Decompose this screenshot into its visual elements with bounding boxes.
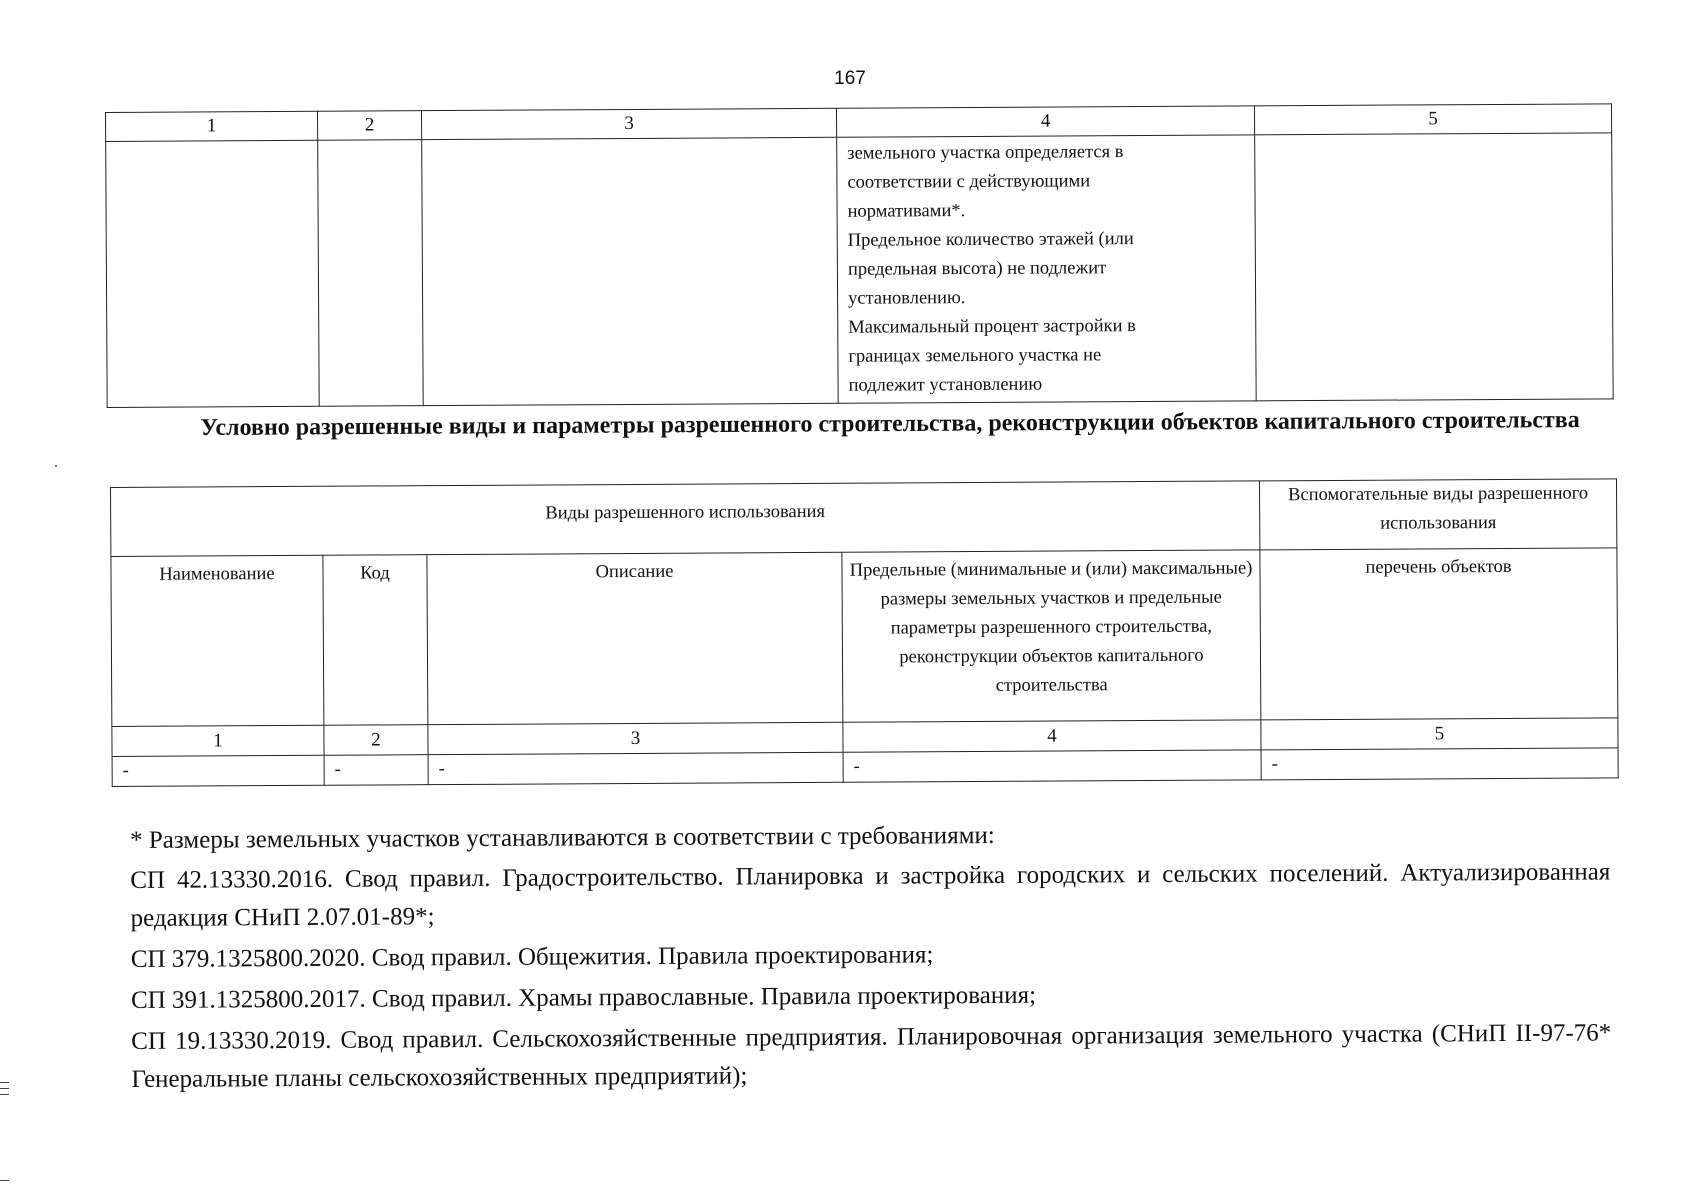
group-header-uses: Виды разрешенного использования [111,481,1260,557]
cell-code [318,140,424,407]
aux-header: Вспомогательные виды разрешенного использования [1260,479,1617,550]
col-number-5: 5 [1254,104,1611,135]
cell-auxiliary [1255,133,1614,401]
param-line: нормативами*. [847,201,966,222]
footnote-intro: * Размеры земельных участков устанавливаются в соответствии с требованиями: [130,822,995,854]
col-header-description: Описание [427,552,843,724]
footnote-item: СП 42.13330.2016. Свод правил. Градостроительство. Планировка и застройка городских и сельских поселений. Актуализированная редакция СНиП 2.07.01-89*; [130,858,1611,932]
param-line: Максимальный процент застройки в [848,316,1136,338]
column-header-row [111,548,1618,727]
footnote [130,813,1612,1102]
param-line: подлежит установлению [848,374,1043,396]
edge-mark [0,1180,9,1181]
cell-name: - [112,755,324,786]
col-number-4: 4 [836,106,1254,137]
edge-mark [0,1082,9,1083]
cell-description: - [428,752,843,784]
scan-speck [55,465,57,467]
param-line: соответствии с действующими [847,171,1091,193]
col-number-3: 3 [421,108,836,139]
col-number-4: 4 [843,720,1261,752]
param-line: установлению. [848,288,966,309]
param-line: Предельное количество этажей (или [847,229,1134,251]
footnote-item: СП 391.1325800.2017. Свод правил. Храмы православные. Правила проектирования; [130,981,1037,1014]
param-line: границах земельного участка не [848,345,1102,367]
permitted-uses-table [110,478,1619,787]
col-number-1: 1 [112,725,324,756]
cell-name [106,140,320,407]
continued-table-row [106,133,1614,408]
section-title: Условно разрешенные виды и параметры разрешенного строительства, реконструкции объектов капитального строительства [200,407,1580,441]
group-header-row [111,479,1617,557]
continued-table [105,103,1614,408]
cell-objects: - [1261,748,1618,780]
col-header-name: Наименование [111,555,324,726]
col-header-code: Код [323,555,428,726]
cell-description [422,137,839,405]
footnote-item: СП 379.1325800.2020. Свод правил. Общежития. Правила проектирования; [130,941,934,973]
cell-code: - [324,755,428,786]
col-number-5: 5 [1261,718,1618,750]
edge-mark [0,1094,9,1095]
edge-mark [0,1088,9,1089]
col-header-objects: перечень объектов [1260,548,1618,720]
col-number-3: 3 [428,722,843,754]
cell-limits: - [843,750,1261,782]
cell-parameters [837,135,1257,403]
col-number-1: 1 [106,111,318,141]
col-header-limits: Предельные (минимальные и (или) максимальные) размеры земельных участков и предельные параметры разрешенного строительства, реконструкции объектов капитального строительства [842,550,1261,722]
col-number-2: 2 [324,725,428,756]
page-number: 167 [834,68,866,89]
param-line: земельного участка определяется в [847,142,1124,164]
col-number-2: 2 [317,111,421,141]
param-line: предельная высота) не подлежит [847,258,1107,280]
footnote-item: СП 19.13330.2019. Свод правил. Сельскохозяйственные предприятия. Планировочная организация земельного участка (СНиП II-97-76* Генеральные планы сельскохозяйственных предприятий); [131,1019,1612,1093]
